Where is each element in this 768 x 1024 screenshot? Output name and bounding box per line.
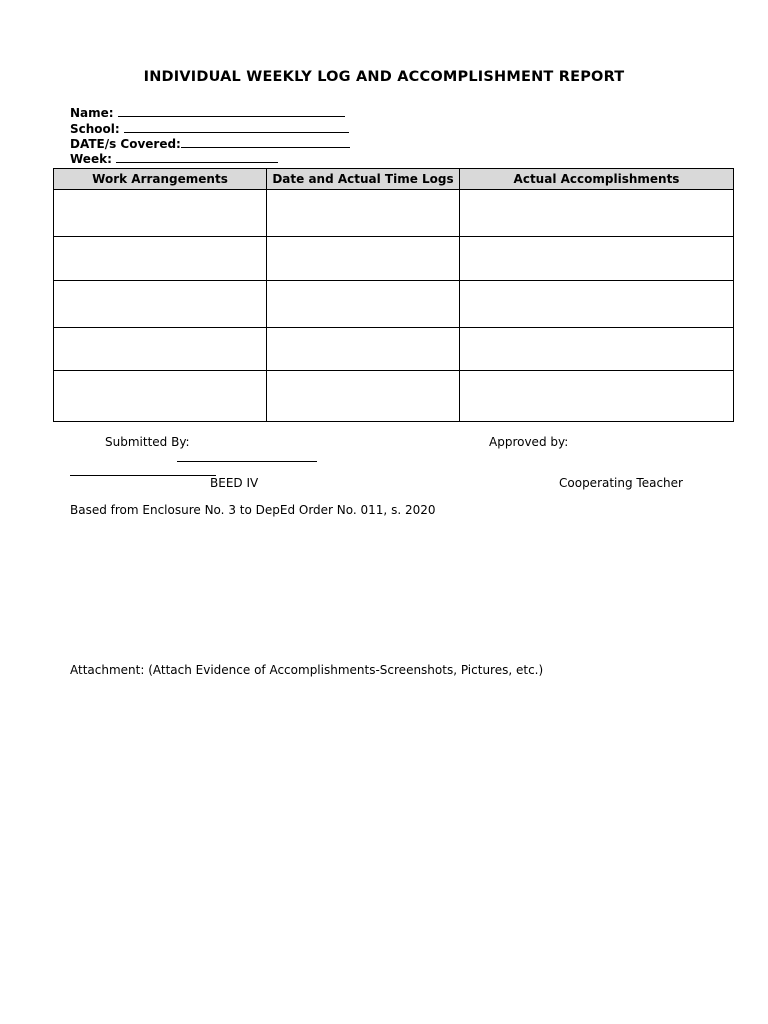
cell-accomplishment[interactable] (460, 328, 734, 371)
cell-work-arrangement[interactable] (54, 371, 267, 422)
dates-covered-label: DATE/s Covered: (70, 137, 181, 151)
dates-covered-field (70, 136, 350, 151)
school-blank-line (124, 121, 349, 133)
header-accomplishments: Actual Accomplishments (460, 169, 734, 190)
school-field (70, 121, 349, 136)
week-field (70, 151, 278, 166)
log-table (53, 168, 734, 422)
cell-work-arrangement[interactable] (54, 237, 267, 281)
cell-time-log[interactable] (267, 190, 460, 237)
cell-work-arrangement[interactable] (54, 328, 267, 371)
dates-covered-blank-line (181, 136, 350, 148)
approver-signature-line (177, 461, 317, 462)
report-title: INDIVIDUAL WEEKLY LOG AND ACCOMPLISHMENT REPORT (143, 69, 625, 85)
approved-by-label: Approved by: (489, 435, 569, 449)
cell-time-log[interactable] (267, 281, 460, 328)
cell-accomplishment[interactable] (460, 281, 734, 328)
cell-accomplishment[interactable] (460, 237, 734, 281)
cell-accomplishment[interactable] (460, 371, 734, 422)
week-label: Week: (70, 152, 117, 166)
cell-time-log[interactable] (267, 328, 460, 371)
table-row (54, 281, 734, 328)
table-row (54, 237, 734, 281)
student-role-label: BEED IV (210, 476, 259, 490)
name-blank-line (118, 105, 345, 117)
cell-time-log[interactable] (267, 371, 460, 422)
student-signature-line (70, 475, 216, 476)
name-field (70, 105, 345, 120)
cell-work-arrangement[interactable] (54, 281, 267, 328)
cell-accomplishment[interactable] (460, 190, 734, 237)
header-date-time-logs: Date and Actual Time Logs (267, 169, 460, 190)
table-row (54, 190, 734, 237)
reference-note: Based from Enclosure No. 3 to DepEd Order No. 011, s. 2020 (70, 503, 436, 517)
cell-work-arrangement[interactable] (54, 190, 267, 237)
table-row (54, 371, 734, 422)
header-work-arrangements: Work Arrangements (54, 169, 267, 190)
teacher-role-label: Cooperating Teacher (559, 476, 683, 490)
cell-time-log[interactable] (267, 237, 460, 281)
attachment-note: Attachment: (Attach Evidence of Accomplishments-Screenshots, Pictures, etc.) (70, 663, 544, 677)
submitted-by-label: Submitted By: (105, 435, 190, 449)
week-blank-line (116, 151, 278, 163)
name-label: Name: (70, 106, 118, 120)
table-header-row (54, 169, 734, 190)
school-label: School: (70, 122, 124, 136)
table-row (54, 328, 734, 371)
